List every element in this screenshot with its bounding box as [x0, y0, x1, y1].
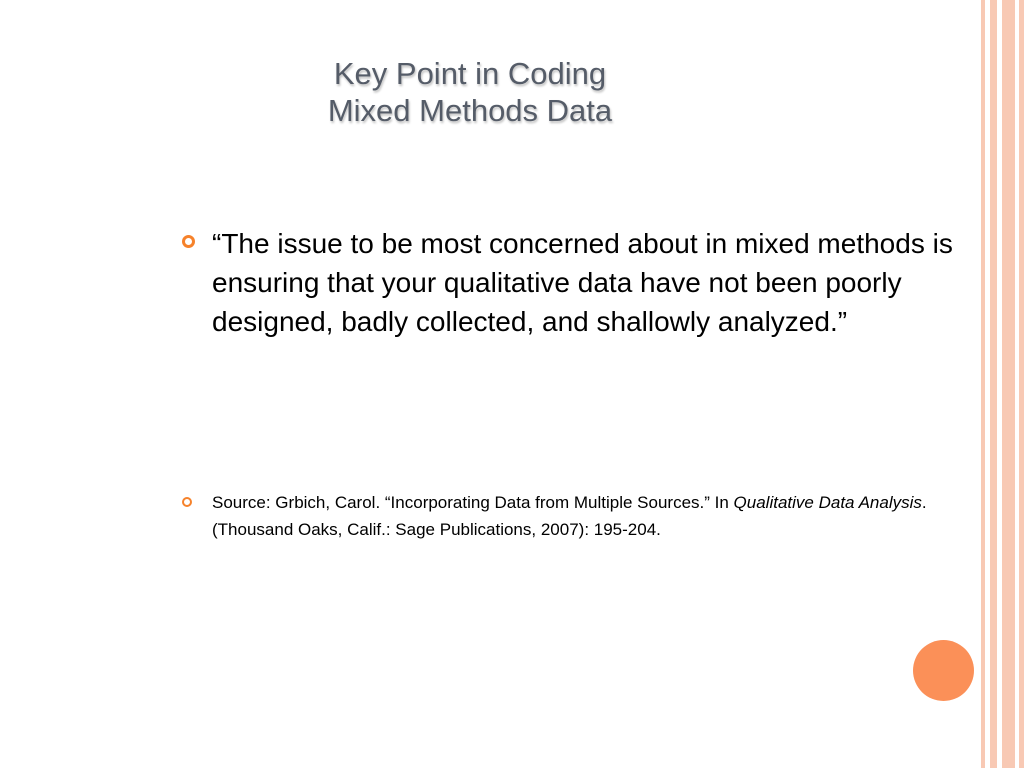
decorative-stripe — [1002, 0, 1015, 768]
slide-title-line-2: Mixed Methods Data — [327, 93, 613, 128]
source-book-title: Qualitative Data Analysis — [733, 493, 922, 512]
decorative-stripe — [990, 0, 997, 768]
quote-text: “The issue to be most concerned about in mixed methods is ensuring that your qualitative data have not been poorly designed, badly collected, and shallowly analyzed.” — [212, 228, 953, 337]
source-prefix: Source: Grbich, Carol. “Incorporating Data from Multiple Sources.” In — [212, 493, 734, 512]
decorative-orange-circle — [913, 640, 974, 701]
bullet-circle-icon — [182, 497, 192, 507]
decorative-stripe — [981, 0, 985, 768]
quote-bullet — [182, 224, 982, 341]
decorative-stripe — [1019, 0, 1024, 768]
slide-title-line-1: Key Point in Coding — [333, 56, 607, 91]
source-citation — [212, 489, 982, 543]
bullet-circle-icon — [182, 235, 195, 248]
slide-title — [250, 55, 690, 129]
source-suffix: . (Thousand Oaks, Calif.: Sage Publications, 2007): 195-204. — [212, 493, 927, 539]
source-bullet — [182, 489, 982, 543]
